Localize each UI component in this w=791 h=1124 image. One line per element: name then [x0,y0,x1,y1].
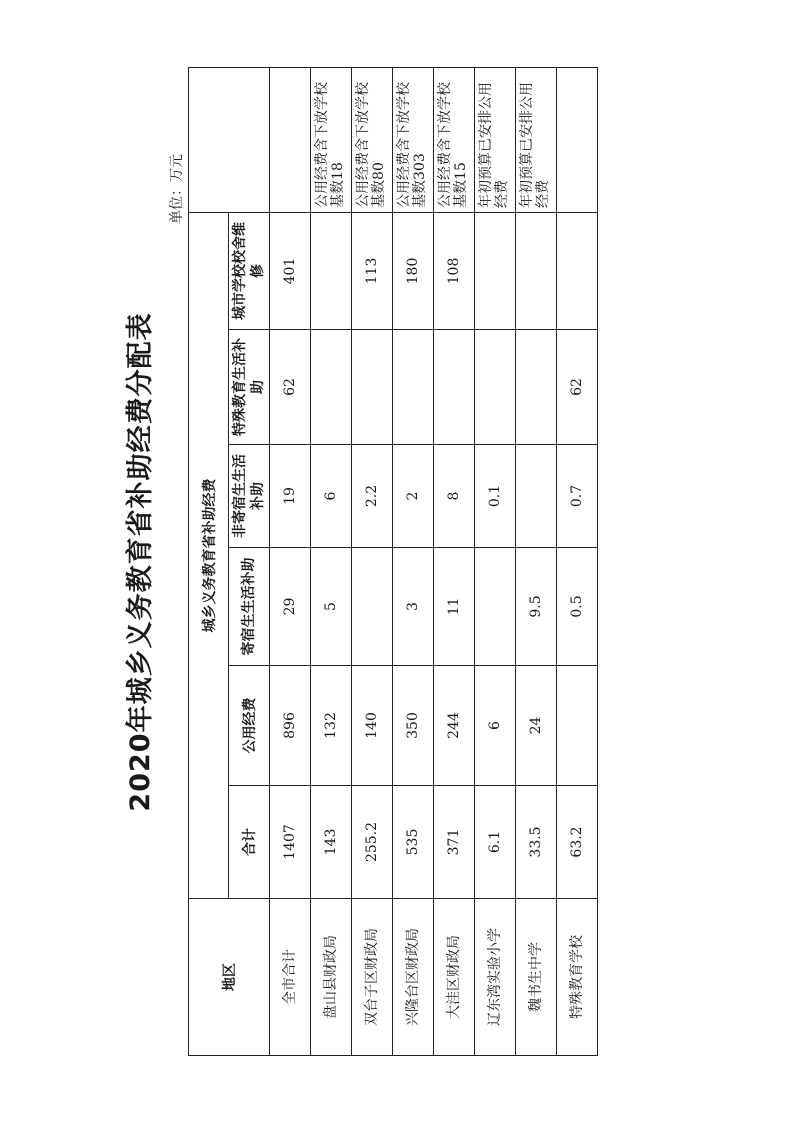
row-public-funds: 140 [352,666,393,786]
row-special-edu-subsidy: 62 [270,330,311,445]
row-note [270,67,311,212]
row-boarding-subsidy: 9.5 [516,548,557,666]
row-non-boarding-subsidy [516,445,557,548]
row-non-boarding-subsidy: 19 [270,445,311,548]
table-row [270,67,311,1055]
row-note: 公用经费含下放学校基数80 [352,67,393,212]
row-region: 双台子区财政局 [352,899,393,1056]
table-row [311,67,352,1055]
row-urban-repair [516,212,557,329]
row-boarding-subsidy: 0.5 [557,548,598,666]
header-group: 城乡义务教育省补助经费 [189,212,229,898]
header-total: 合计 [229,786,270,899]
row-public-funds: 896 [270,666,311,786]
row-total: 535 [393,786,434,899]
row-public-funds [557,666,598,786]
row-region: 辽东湾实验小学 [475,899,516,1056]
row-total: 6.1 [475,786,516,899]
unit-label: 单位：万元 [169,154,185,224]
row-region: 特殊教育学校 [557,899,598,1056]
table-row [557,67,598,1055]
allocation-table [188,67,598,1056]
row-note: 公用经费含下放学校基数18 [311,67,352,212]
row-public-funds: 24 [516,666,557,786]
row-special-edu-subsidy [352,330,393,445]
row-non-boarding-subsidy: 0.1 [475,445,516,548]
row-public-funds: 132 [311,666,352,786]
table-row [352,67,393,1055]
row-region: 魏书生中学 [516,899,557,1056]
header-note [189,67,270,212]
row-urban-repair [311,212,352,329]
row-non-boarding-subsidy: 6 [311,445,352,548]
table-row [434,67,475,1055]
row-total: 63.2 [557,786,598,899]
row-boarding-subsidy [475,548,516,666]
table-row [516,67,557,1055]
row-public-funds: 244 [434,666,475,786]
header-region: 地区 [189,899,270,1056]
row-total: 255.2 [352,786,393,899]
row-non-boarding-subsidy: 0.7 [557,445,598,548]
row-special-edu-subsidy: 62 [557,330,598,445]
row-public-funds: 6 [475,666,516,786]
row-region: 兴隆台区财政局 [393,899,434,1056]
row-note [557,67,598,212]
row-total: 1407 [270,786,311,899]
row-region: 盘山县财政局 [311,899,352,1056]
row-boarding-subsidy: 3 [393,548,434,666]
row-total: 143 [311,786,352,899]
row-special-edu-subsidy [516,330,557,445]
row-note: 公用经费含下放学校基数15 [434,67,475,212]
header-special-edu-subsidy: 特殊教育生活补助 [229,330,270,445]
row-boarding-subsidy [352,548,393,666]
row-region: 大洼区财政局 [434,899,475,1056]
row-note: 年初预算已安排公用经费 [516,67,557,212]
header-boarding-subsidy: 寄宿生生活补助 [229,548,270,666]
row-urban-repair: 108 [434,212,475,329]
row-urban-repair: 401 [270,212,311,329]
table-row [475,67,516,1055]
row-total: 33.5 [516,786,557,899]
row-non-boarding-subsidy: 2.2 [352,445,393,548]
row-non-boarding-subsidy: 8 [434,445,475,548]
row-urban-repair [557,212,598,329]
row-note: 公用经费含下放学校基数303 [393,67,434,212]
row-boarding-subsidy: 29 [270,548,311,666]
row-boarding-subsidy: 5 [311,548,352,666]
row-public-funds: 350 [393,666,434,786]
row-boarding-subsidy: 11 [434,548,475,666]
row-special-edu-subsidy [475,330,516,445]
row-urban-repair [475,212,516,329]
row-non-boarding-subsidy: 2 [393,445,434,548]
header-non-boarding-subsidy: 非寄宿生生活补助 [229,445,270,548]
row-special-edu-subsidy [393,330,434,445]
row-urban-repair: 113 [352,212,393,329]
row-special-edu-subsidy [311,330,352,445]
document-title: 2020年城乡义务教育省补助经费分配表 [125,312,156,812]
row-urban-repair: 180 [393,212,434,329]
table-row [393,67,434,1055]
row-total: 371 [434,786,475,899]
header-urban-repair: 城市学校校舍维修 [229,212,270,329]
row-region: 全市合计 [270,899,311,1056]
row-special-edu-subsidy [434,330,475,445]
header-public-funds: 公用经费 [229,666,270,786]
row-note: 年初预算已安排公用经费 [475,67,516,212]
